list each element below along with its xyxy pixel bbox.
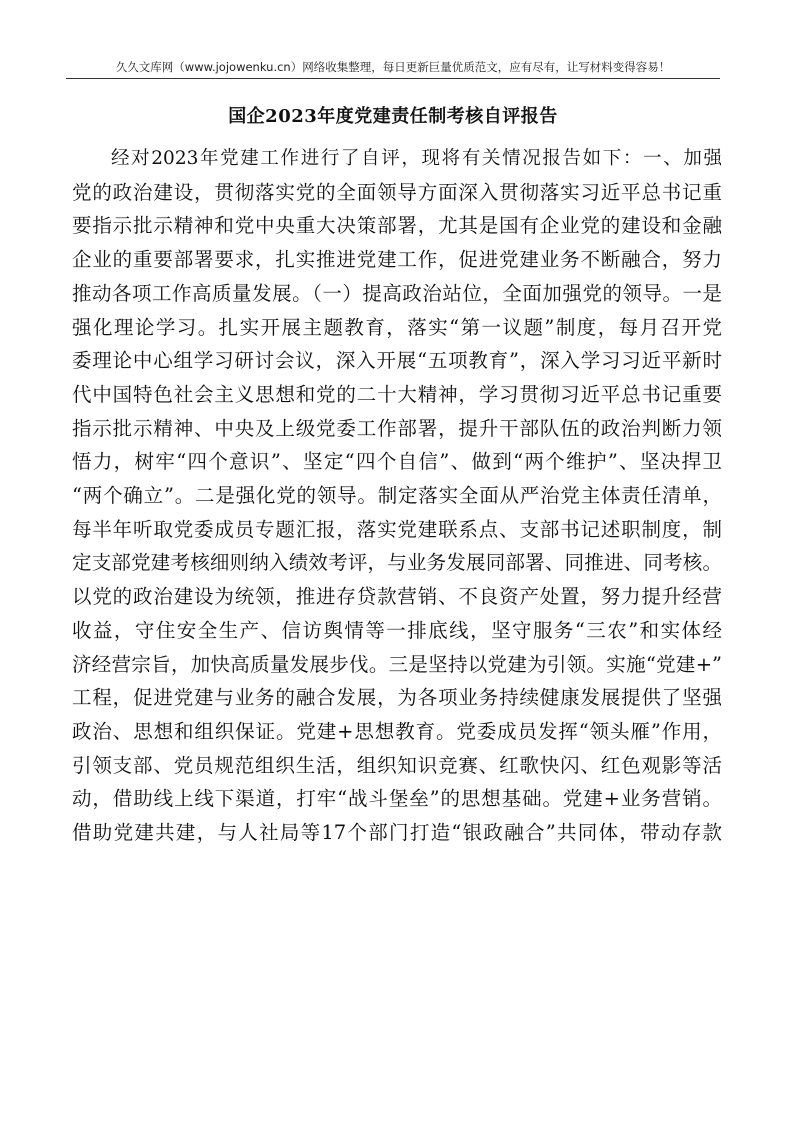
paragraph-line: 委理论中心组学习研讨会议，深入开展“五项教育”，深入学习习近平新时 — [72, 349, 722, 373]
paragraph-line: 企业的重要部署要求，扎实推进党建工作，促进党建业务不断融合，努力 — [72, 248, 722, 272]
paragraph-line: 工程，促进党建与业务的融合发展，为各项业务持续健康发展提供了坚强 — [72, 686, 722, 710]
paragraph-line: 引领支部、党员规范组织生活，组织知识竞赛、红歌快闪、红色观影等活 — [72, 753, 722, 777]
paragraph-line: “两个确立”。二是强化党的领导。制定落实全面从严治党主体责任清单， — [72, 484, 722, 508]
paragraph-line: 要指示批示精神和党中央重大决策部署，尤其是国有企业党的建设和金融 — [72, 214, 722, 238]
paragraph-line: 强化理论学习。扎实开展主题教育，落实“第一议题”制度，每月召开党 — [72, 315, 722, 339]
paragraph-line: 借助党建共建，与人社局等17个部门打造“银政融合”共同体，带动存款 — [72, 821, 722, 845]
paragraph-line: 济经营宗旨，加快高质量发展步伐。三是坚持以党建为引领。实施“党建+” — [72, 652, 722, 676]
paragraph-line: 定支部党建考核细则纳入绩效考评，与业务发展同部署、同推进、同考核。 — [72, 551, 722, 575]
paragraph-line: 每半年听取党委成员专题汇报，落实党建联系点、支部书记述职制度，制 — [72, 517, 722, 541]
paragraph-line: 代中国特色社会主义思想和党的二十大精神，学习贯彻习近平总书记重要 — [72, 382, 722, 406]
paragraph-line: 悟力，树牢“四个意识”、坚定“四个自信”、做到“两个维护”、坚决捍卫 — [72, 450, 722, 474]
document-title: 国企2023年度党建责任制考核自评报告 — [228, 106, 558, 127]
paragraph-line: 政治、思想和组织保证。党建+思想教育。党委成员发挥“领头雁”作用， — [72, 719, 722, 743]
paragraph-line: 指示批示精神、中央及上级党委工作部署，提升干部队伍的政治判断力领 — [72, 416, 722, 440]
paragraph-line: 推动各项工作高质量发展。（一）提高政治站位，全面加强党的领导。一是 — [72, 281, 722, 305]
page-header: 久久文库网（www.jojowenku.cn）网络收集整理，每日更新巨量优质范文，应有尽有，让写材料变得容易！ — [66, 58, 720, 79]
paragraph-line: 动，借助线上线下渠道，打牢“战斗堡垒”的思想基础。党建+业务营销。 — [72, 787, 722, 811]
paragraph-line: 以党的政治建设为统领，推进存贷款营销、不良资产处置，努力提升经营 — [72, 585, 722, 609]
paragraph-line: 党的政治建设，贯彻落实党的全面领导方面深入贯彻落实习近平总书记重 — [72, 180, 722, 204]
paragraph-line: 经对2023年党建工作进行了自评，现将有关情况报告如下：一、加强 — [111, 148, 722, 169]
paragraph-line: 收益，守住安全生产、信访舆情等一排底线，坚守服务“三农”和实体经 — [72, 618, 722, 642]
document-body — [72, 142, 722, 850]
